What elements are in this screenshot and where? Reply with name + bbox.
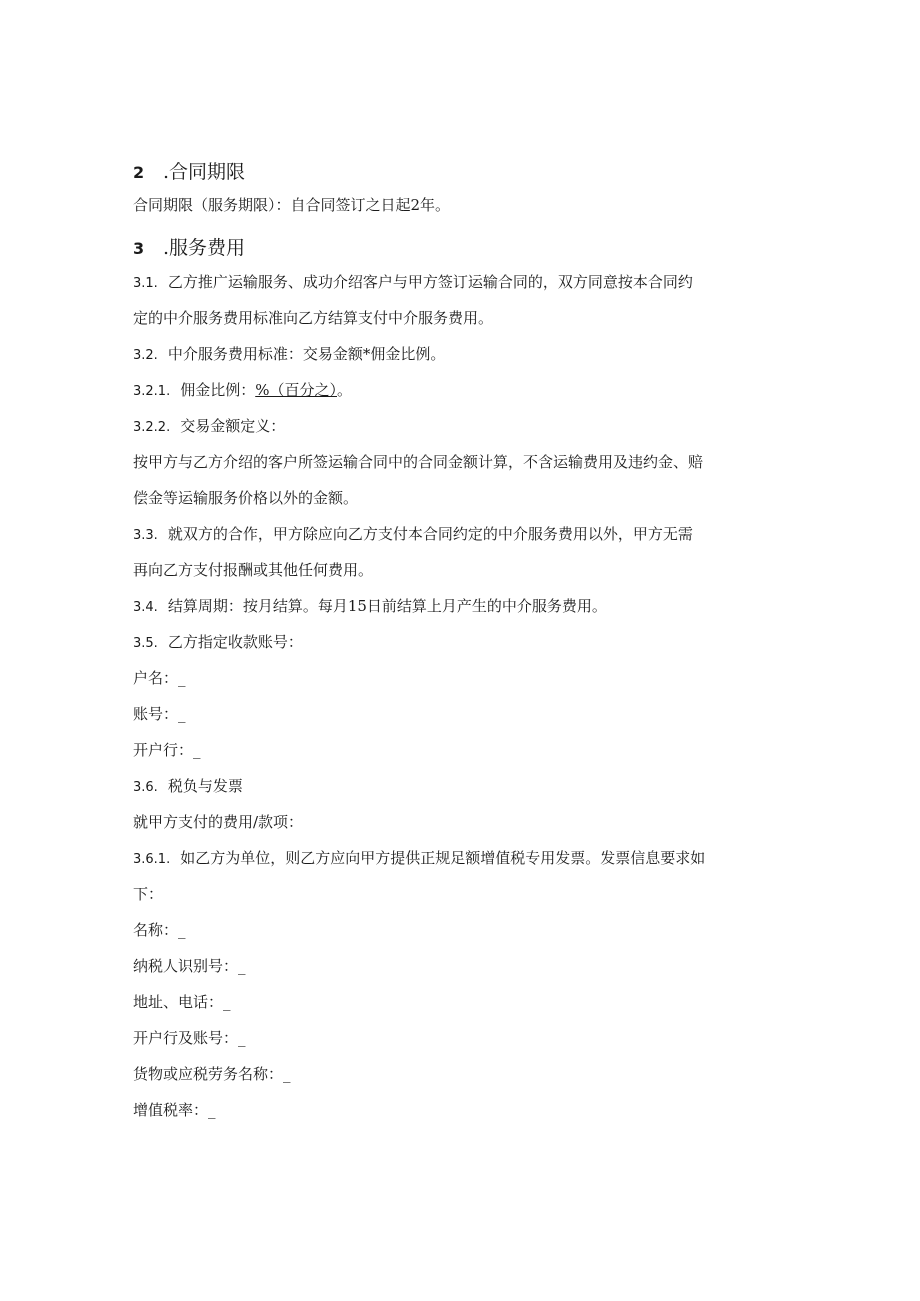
clause-3-2-2-number: 3.2.2. [133, 420, 171, 435]
section-3-heading [133, 232, 793, 264]
clause-3-3-line-1 [133, 516, 793, 552]
commission-end: 。 [337, 381, 353, 399]
invoice-name-field: 名称：_ [133, 921, 186, 939]
clause-3-3-line-2: 再向乙方支付报酬或其他任何费用。 [133, 561, 374, 579]
clause-3-5-text: 乙方指定收款账号： [167, 633, 303, 651]
invoice-taxid-field: 纳税人识别号：_ [133, 957, 246, 975]
clause-3-6-1-text: 如乙方为单位，则乙方应向甲方提供正规足额增值税专用发票。发票信息要求如 [180, 849, 706, 867]
section-3-number: 3 [133, 239, 145, 258]
section-2-title: .合同期限 [163, 161, 246, 183]
clause-3-2-text: 中介服务费用标准：交易金额*佣金比例。 [167, 345, 446, 363]
clause-3-2-2-text: 交易金额定义： [180, 417, 286, 435]
clause-3-6-number: 3.6. [133, 780, 158, 795]
term-paragraph: 合同期限（服务期限）：自合同签订之日起2年。 [133, 196, 451, 214]
bank-field: 开户行：_ [133, 741, 201, 759]
clause-3-2-2 [133, 408, 793, 444]
clause-3-4-number: 3.4. [133, 600, 158, 615]
clause-3-6-1-number: 3.6.1. [133, 852, 171, 867]
clause-3-6 [133, 768, 793, 804]
commission-value: %（百分之） [255, 381, 337, 399]
commission-label: 佣金比例： [180, 381, 256, 399]
clause-3-4 [133, 588, 793, 624]
clause-3-6-sub: 就甲方支付的费用/款项： [133, 813, 304, 831]
clause-3-2 [133, 336, 793, 372]
invoice-bank-field: 开户行及账号：_ [133, 1029, 246, 1047]
invoice-goods-field: 货物或应税劳务名称：_ [133, 1065, 291, 1083]
clause-3-2-number: 3.2. [133, 348, 158, 363]
section-3-title: .服务费用 [163, 237, 246, 259]
clause-3-6-1-line-2: 下： [133, 885, 164, 903]
account-number-field: 账号：_ [133, 705, 186, 723]
clause-3-6-text: 税负与发票 [167, 777, 243, 795]
clause-3-4-text: 结算周期：按月结算。每月15日前结算上月产生的中介服务费用。 [167, 597, 607, 615]
definition-line-2: 偿金等运输服务价格以外的金额。 [133, 489, 359, 507]
account-name-field: 户名：_ [133, 669, 186, 687]
section-2-heading [133, 156, 793, 188]
clause-3-3-text: 就双方的合作，甲方除应向乙方支付本合同约定的中介服务费用以外，甲方无需 [167, 525, 693, 543]
clause-3-1-number: 3.1. [133, 276, 158, 291]
clause-3-2-1-number: 3.2.1. [133, 384, 171, 399]
clause-3-5 [133, 624, 793, 660]
clause-3-2-1 [133, 372, 793, 408]
clause-3-3-number: 3.3. [133, 528, 158, 543]
clause-3-1-line-1 [133, 264, 793, 300]
invoice-address-field: 地址、电话：_ [133, 993, 231, 1011]
section-2-number: 2 [133, 163, 145, 182]
invoice-tax-rate-field: 增值税率：_ [133, 1101, 216, 1119]
clause-3-1-line-2: 定的中介服务费用标准向乙方结算支付中介服务费用。 [133, 309, 494, 327]
document-page [133, 156, 793, 1128]
definition-line-1: 按甲方与乙方介绍的客户所签运输合同中的合同金额计算，不含运输费用及违约金、赔 [133, 453, 704, 471]
clause-3-5-number: 3.5. [133, 636, 158, 651]
clause-3-1-text: 乙方推广运输服务、成功介绍客户与甲方签订运输合同的，双方同意按本合同约 [167, 273, 693, 291]
clause-3-6-1-line-1 [133, 840, 793, 876]
